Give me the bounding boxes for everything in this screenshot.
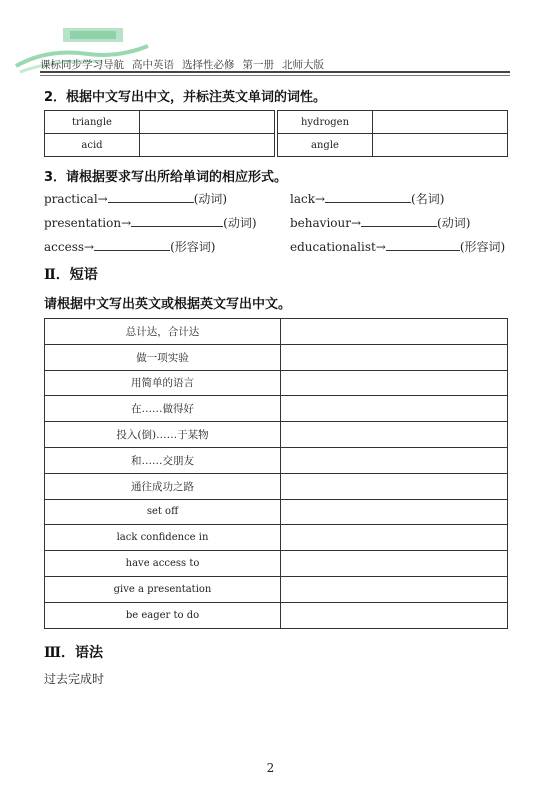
source-word: practical→ [44,192,108,206]
volume: 选择性必修 [182,58,235,71]
answer-blank[interactable] [361,214,437,227]
answer-cell[interactable] [140,134,275,157]
vocab-word: angle [278,134,373,157]
answer-cell[interactable] [281,551,508,577]
table-row [45,111,508,134]
word-form-item [44,238,215,255]
answer-cell[interactable] [281,422,508,448]
table-row [45,344,508,370]
answer-cell[interactable] [281,396,508,422]
vocab-table [44,110,508,157]
answer-blank[interactable] [94,238,170,251]
answer-cell[interactable] [281,447,508,473]
source-word: lack→ [290,192,326,206]
form-hint: (动词) [437,216,471,230]
answer-cell[interactable] [281,370,508,396]
vocab-word: acid [45,134,140,157]
table-row [45,551,508,577]
word-form-item [290,238,505,255]
answer-cell[interactable] [373,111,508,134]
form-hint: (形容词) [459,240,506,254]
phrase-cell: be eager to do [45,602,281,628]
phrase-cell: 在……做得好 [45,396,281,422]
phrase-cell: set off [45,499,281,525]
answer-cell[interactable] [373,134,508,157]
phrase-cell: 通往成功之路 [45,473,281,499]
part-3-heading: Ⅲ．语法 [44,645,104,661]
section-3-title: 3．请根据要求写出所给单词的相应形式。 [44,170,288,185]
table-row [45,396,508,422]
edition: 北师大版 [282,58,324,71]
book-title: 课标同步学习导航 [40,58,124,71]
phrase-cell: 总计达，合计达 [45,319,281,345]
table-row [45,576,508,602]
page-number: 2 [266,761,275,775]
word-form-item [290,214,470,231]
phrase-cell: lack confidence in [45,525,281,551]
source-word: educationalist→ [290,240,386,254]
phrase-cell: 做一项实验 [45,344,281,370]
grammar-topic: 过去完成时 [44,672,105,686]
phrase-cell: have access to [45,551,281,577]
form-hint: (动词) [193,192,228,206]
header-rule [40,71,510,73]
word-form-item [44,190,227,207]
answer-cell[interactable] [281,499,508,525]
form-hint: (动词) [223,216,257,230]
answer-cell[interactable] [281,344,508,370]
word-form-item [290,190,444,207]
form-hint: (名词) [411,192,445,206]
source-word: access→ [44,240,95,254]
answer-blank[interactable] [386,238,460,251]
table-row [45,422,508,448]
table-row [45,525,508,551]
table-row [45,447,508,473]
phrase-cell: 和……交朋友 [45,447,281,473]
word-form-item [44,214,257,231]
answer-cell[interactable] [281,525,508,551]
vocab-word: hydrogen [278,111,373,134]
source-word: presentation→ [44,216,132,230]
grade: 高中英语 [132,58,174,71]
source-word: behaviour→ [290,216,362,230]
table-row [45,319,508,345]
answer-blank[interactable] [131,214,223,227]
table-row [45,602,508,628]
header-rule-thin [40,75,510,76]
answer-blank[interactable] [108,190,194,203]
answer-cell[interactable] [281,319,508,345]
table-row [45,499,508,525]
answer-cell[interactable] [281,602,508,628]
answer-cell[interactable] [281,473,508,499]
section-2-title: 2．根据中文写出中文，并标注英文单词的词性。 [44,90,327,105]
table-row [45,134,508,157]
phrase-table [44,318,508,629]
book-number: 第一册 [242,58,274,71]
phrase-cell: give a presentation [45,576,281,602]
part-2-instruction: 请根据中文写出英文或根据英文写出中文。 [44,297,292,312]
form-hint: (形容词) [170,240,216,254]
table-row [45,370,508,396]
phrase-cell: 用简单的语言 [45,370,281,396]
part-2-heading: Ⅱ．短语 [44,267,98,283]
answer-blank[interactable] [325,190,411,203]
answer-cell[interactable] [140,111,275,134]
phrase-cell: 投入(倒)……于某物 [45,422,281,448]
table-row [45,473,508,499]
vocab-word: triangle [45,111,140,134]
answer-cell[interactable] [281,576,508,602]
